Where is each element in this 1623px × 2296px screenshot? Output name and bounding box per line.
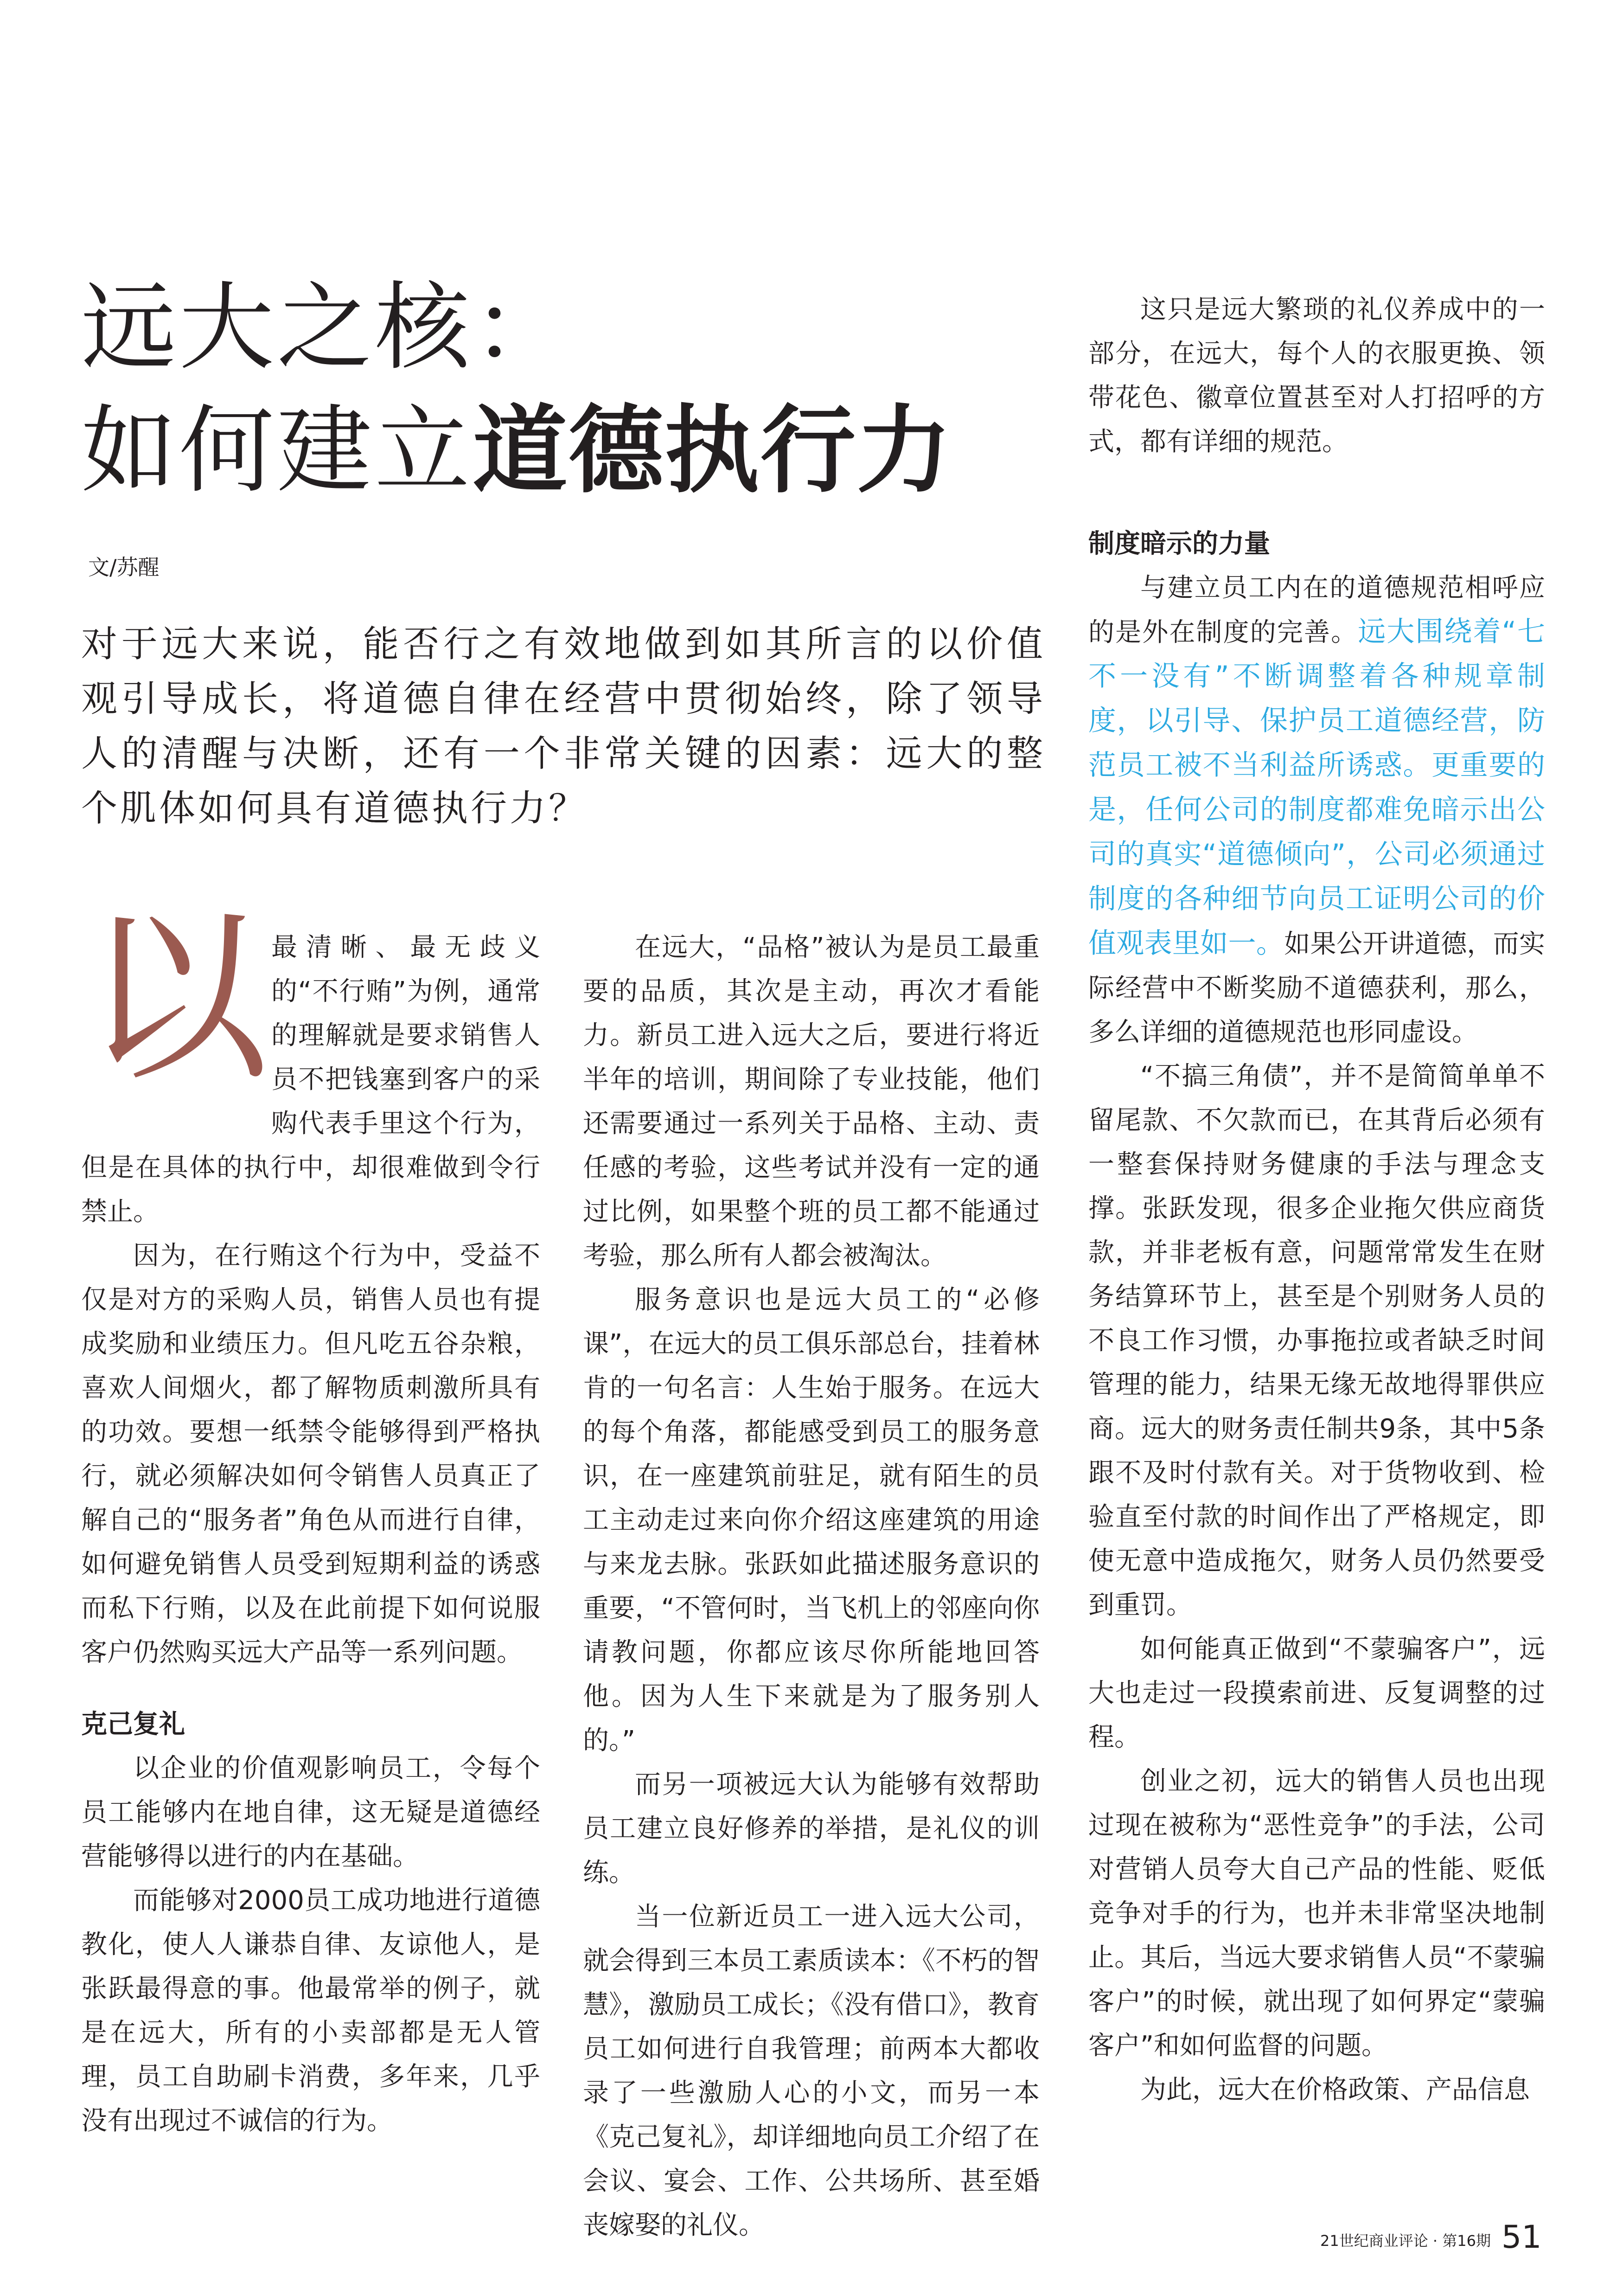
col1-paragraph-3: 以企业的价值观影响员工，令每个员工能够内在地自律，这无疑是道德经营能够得以进行的内在基础。 [81, 1753, 540, 1872]
col3-paragraph-1: 这只是远大繁琐的礼仪养成中的一部分，在远大，每个人的衣服更换、领带花色、徽章位置甚至对人打招呼的方式，都有详细的规范。 [1088, 295, 1545, 457]
col2-paragraph-2: 服务意识也是远大员工的“必修课”，在远大的员工俱乐部总台，挂着林肯的一句名言：人生始于服务。在远大的每个角落，都能感受到员工的服务意识，在一座建筑前驻足，就有陌生的员工主动走过来向你介绍这座建筑的用途与来龙去脉。张跃如此描述服务意识的重要，“不管何时，当飞机上的邻座向你请教问题，你都应该尽你所能地回答他。因为人生下来就是为了服务别人的。” [583, 1285, 1040, 1756]
section-heading-keji-fuli: 克己复礼 [81, 1709, 185, 1739]
highlighted-passage: 远大围绕着“七不一没有”不断调整着各种规章制度，以引导、保护员工道德经营，防范员工被不当利益所诱惑。更重要的是，任何公司的制度都难免暗示出公司的真实“道德倾向”，公司必须通过制度的各种细节向员工证明公司的价值观表里如一。 [1088, 616, 1546, 960]
col3-paragraph-3: “不搞三角债”，并不是简简单单不留尾款、不欠款而已，在其背后必须有一整套保持财务健康的手法与理念支撑。张跃发现，很多企业拖欠供应商货款，并非老板有意，问题常常发生在财务结算环节上，甚至是个别财务人员的不良工作习惯，办事拖拉或者缺乏时间管理的能力，结果无缘无故地得罪供应商。远大的财务责任制共9条，其中5条跟不及时付款有关。对于货物收到、检验直至付款的时间作出了严格规定，即使无意中造成拖欠，财务人员仍然要受到重罚。 [1088, 1061, 1545, 1620]
publication-footer: 21世纪商业评论 · 第16期 [1320, 2232, 1491, 2250]
col3-p2-end: 如果公开讲道德，而实际经营中不断奖励不道德获利，那么，多么详细的道德规范也形同虚设。 [1088, 929, 1545, 1047]
page-number: 51 [1502, 2219, 1542, 2256]
col3-p2-start: 与建立员工内在的道德规范相呼应的是外在制度的完善。 [1088, 573, 1545, 648]
article-title-line-2 [81, 396, 952, 506]
title-light-part: 如何建立 [81, 396, 473, 506]
dropcap-spacer [81, 925, 271, 1146]
section-heading-zhidu-anshi: 制度暗示的力量 [1088, 529, 1270, 559]
col1-paragraph-4: 而能够对2000员工成功地进行道德教化，使人人谦恭自律、友谅他人，是张跃最得意的事。他最常举的例子，就是在远大，所有的小卖部都是无人管理，员工自助刷卡消费，多年来，几乎没有出现过不诚信的行为。 [81, 1886, 540, 2136]
body-column-1 [81, 925, 540, 2143]
col2-paragraph-1: 在远大，“品格”被认为是员工最重要的品质，其次是主动，再次才看能力。新员工进入远大之后，要进行将近半年的培训，期间除了专业技能，他们还需要通过一系列关于品格、主动、责任感的考验，这些考试并没有一定的通过比例，如果整个班的员工都不能通过考验，那么所有人都会被淘汰。 [583, 932, 1040, 1271]
article-title-line-1: 远大之核： [81, 273, 570, 383]
body-column-3 [1088, 288, 1545, 2112]
byline: 文/苏醒 [88, 555, 160, 580]
col3-paragraph-2 [1088, 566, 1545, 1054]
col3-paragraph-6: 为此，远大在价格政策、产品信息 [1140, 2075, 1530, 2105]
col2-paragraph-4: 当一位新近员工一进入远大公司，就会得到三本员工素质读本：《不朽的智慧》，激励员工成长；《没有借口》，教育员工如何进行自我管理；前两本大都收录了一些激励人心的小文，而另一本《克己复礼》，却详细地向员工介绍了在会议、宴会、工作、公共场所、甚至婚丧嫁娶的礼仪。 [583, 1902, 1040, 2240]
title-bold-part: 道德执行力 [473, 396, 952, 506]
dropcap-letter: 以 [83, 891, 269, 1106]
col1-paragraph-1: 最清晰、最无歧义的“不行贿”为例，通常的理解就是要求销售人员不把钱塞到客户的采购代表手里这个行为，但是在具体的执行中，却很难做到令行禁止。 [81, 932, 540, 1227]
col1-paragraph-2: 因为，在行贿这个行为中，受益不仅是对方的采购人员，销售人员也有提成奖励和业绩压力。但凡吃五谷杂粮，喜欢人间烟火，都了解物质刺激所具有的功效。要想一纸禁令能够得到严格执行，就必须解决如何令销售人员真正了解自己的“服务者”角色从而进行自律，如何避免销售人员受到短期利益的诱惑而私下行贿，以及在此前提下如何说服客户仍然购买远大产品等一系列问题。 [81, 1241, 540, 1667]
col3-paragraph-5: 创业之初，远大的销售人员也出现过现在被称为“恶性竞争”的手法，公司对营销人员夸大自己产品的性能、贬低竞争对手的行为，也并未非常坚决地制止。其后，当远大要求销售人员“不蒙骗客户”的时候，就出现了如何界定“蒙骗客户”和如何监督的问题。 [1088, 1766, 1545, 2061]
body-column-2 [583, 925, 1040, 2247]
lead-paragraph: 对于远大来说，能否行之有效地做到如其所言的以价值观引导成长，将道德自律在经营中贯彻始终，除了领导人的清醒与决断，还有一个非常关键的因素：远大的整个肌体如何具有道德执行力？ [81, 623, 1046, 829]
col2-paragraph-3: 而另一项被远大认为能够有效帮助员工建立良好修养的举措，是礼仪的训练。 [583, 1770, 1040, 1888]
col3-paragraph-4: 如何能真正做到“不蒙骗客户”，远大也走过一段摸索前进、反复调整的过程。 [1088, 1634, 1545, 1752]
